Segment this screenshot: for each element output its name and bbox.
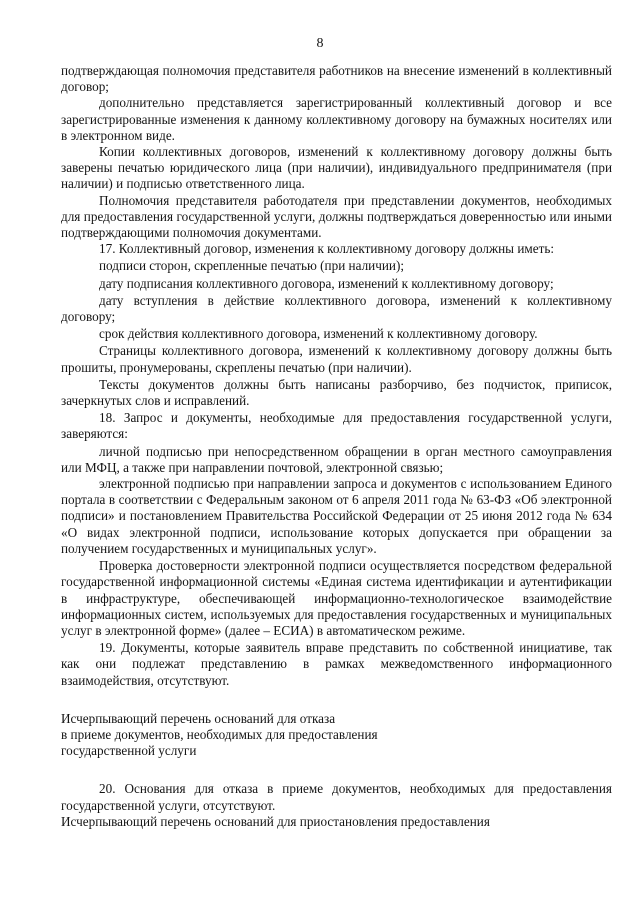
paragraph: дату вступления в действие коллективного договора, изменений к коллективному договору; (61, 292, 612, 325)
paragraph: электронной подписью при направлении запроса и документов с использованием Единого портала в соответствии с Федеральным законом от 6 апреля 2011 года № 63-ФЗ «Об электронной подписи» и постановлением Правительства Российской Федерации от 25 июня 2012 года № 634 «О видах электронной подписи, использование которых допускается при обращении за получением государственных и муниципальных услуг». (61, 476, 612, 556)
heading-line: Исчерпывающий перечень оснований для отказа (61, 710, 336, 726)
paragraph: Страницы коллективного договора, изменений к коллективному договору должны быть прошиты, пронумерованы, скреплены печатью (при наличии). (61, 343, 612, 375)
paragraph: 19. Документы, которые заявитель вправе представить по собственной инициативе, так как они подлежат представлению в рамках межведомственного информационного взаимодействия, отсутствуют. (61, 640, 612, 688)
section-heading: Исчерпывающий перечень оснований для приостановления предоставления (61, 813, 490, 829)
paragraph: подписи сторон, скрепленные печатью (при наличии); (99, 258, 405, 274)
paragraph: подтверждающая полномочия представителя работников на внесение изменений в коллективный договор; (61, 63, 612, 95)
section-heading (61, 711, 612, 760)
paragraph: срок действия коллективного договора, изменений к коллективному договору. (99, 326, 538, 342)
paragraph: Полномочия представителя работодателя при представлении документов, необходимых для предоставления государственной услуги, должны подтверждаться доверенностью или иными подтверждающими полномочия документами. (61, 192, 612, 241)
paragraph: 20. Основания для отказа в приеме документов, необходимых для предоставления государственной услуги, отсутствуют. (61, 781, 612, 813)
paragraph: дату подписания коллективного договора, изменений к коллективному договору; (99, 275, 554, 291)
heading-line: в приеме документов, необходимых для предоставления (61, 726, 378, 742)
paragraph: 18. Запрос и документы, необходимые для предоставления государственной услуги, заверяются: (61, 410, 612, 442)
paragraph: Проверка достоверности электронной подписи осуществляется посредством федеральной государственной информационной системы «Единая система идентификации и аутентификации в инфраструктуре, обеспечивающей информационно-технологическое взаимодействие информационных систем, используемых для предоставления государственных и муниципальных услуг в электронной форме» (далее – ЕСИА) в автоматическом режиме. (61, 558, 612, 638)
heading-line: государственной услуги (61, 743, 197, 759)
page-number: 8 (316, 36, 324, 51)
paragraph: личной подписью при непосредственном обращении в орган местного самоуправления или МФЦ, а также при направлении почтовой, электронной связью; (61, 443, 612, 475)
paragraph: Тексты документов должны быть написаны разборчиво, без подчисток, приписок, зачеркнутых слов и исправлений. (61, 376, 612, 409)
paragraph: Копии коллективных договоров, изменений к коллективному договору должны быть заверены печатью юридического лица (при наличии), индивидуального предпринимателя (при наличии) и подписью ответственного лица. (61, 144, 612, 192)
paragraph: дополнительно представляется зарегистрированный коллективный договор и все зарегистрированные изменения к данному коллективному договору на бумажных носителях или в электронном виде. (61, 95, 612, 143)
document-body (61, 63, 612, 830)
paragraph: 17. Коллективный договор, изменения к коллективному договору должны иметь: (99, 241, 555, 257)
